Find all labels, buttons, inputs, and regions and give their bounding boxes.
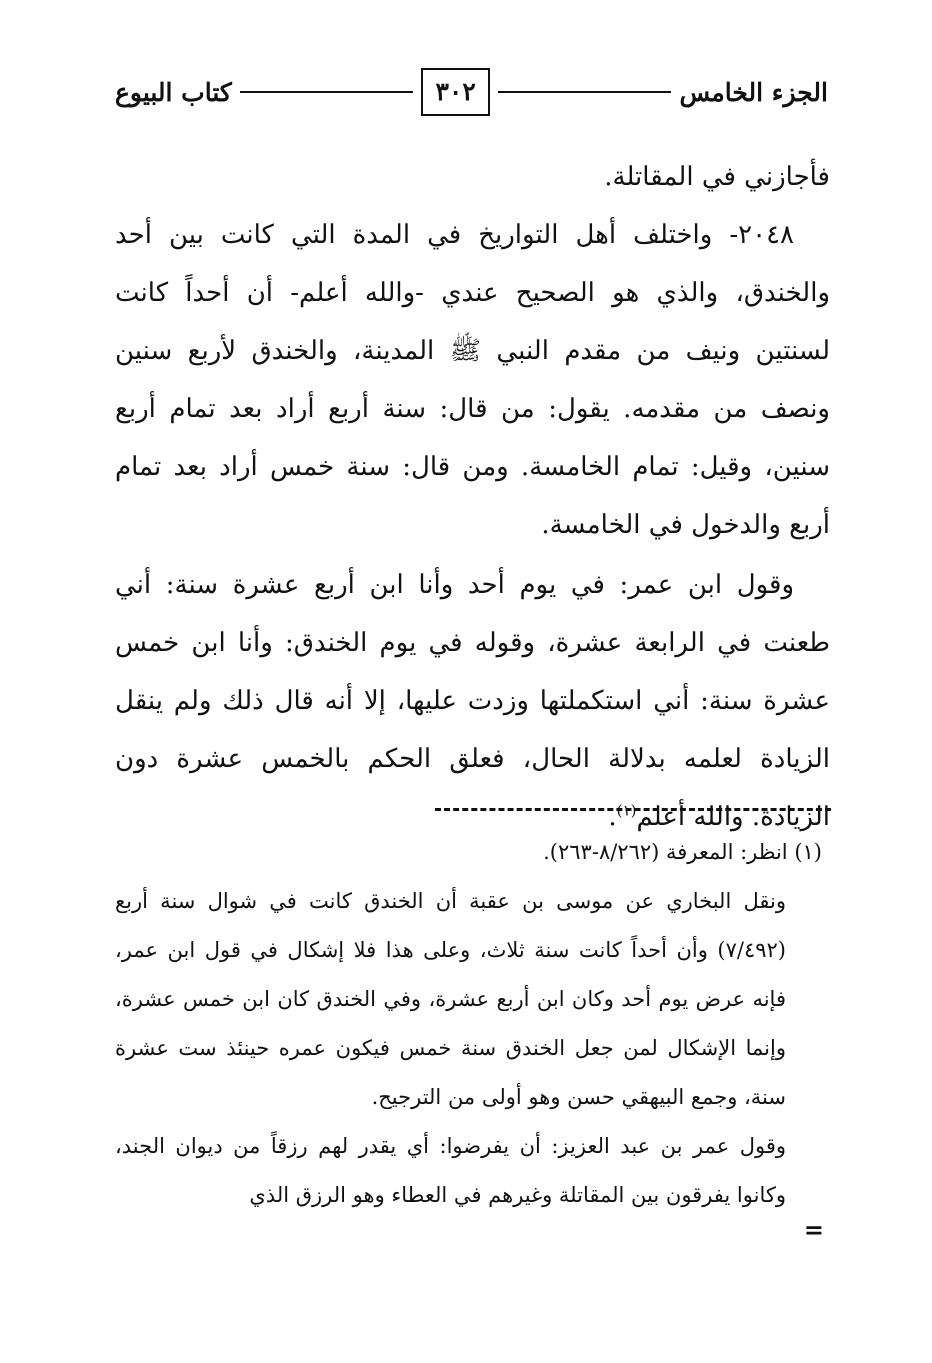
footnote-separator: [435, 808, 831, 811]
part-label: الجزء الخامس: [679, 77, 828, 107]
footnote-body-1: ونقل البخاري عن موسى بن عقبة أن الخندق كانت في شوال سنة أربع (٧/٤٩٢) وأن أحداً كانت سنة ثلاث، وعلى هذا فلا إشكال في قول ابن عمر، فإنه عرض يوم أحد وكان ابن أربع عشرة، وفي الخندق كان ابن خمس عشرة، وإنما الإشكال لمن جعل الخندق سنة خمس فيكون عمره حينئذ ست عشرة سنة، وجمع البيهقي حسن وهو أولى من الترجيح.: [115, 889, 786, 1109]
page-header: [115, 62, 828, 122]
header-rule-right: [498, 91, 672, 93]
footnotes: [115, 828, 828, 1244]
paragraph-ibn-umar-text: وقول ابن عمر: في يوم أحد وأنا ابن أربع عشرة سنة: أني طعنت في الرابعة عشرة، وقوله في يوم الخندق: وأنا ابن خمس عشرة سنة: أني استكملتها وزدت عليها، إلا أنه قال ذلك ولم ينقل الزيادة لعلمه بدلالة الحال، فعلق الحكم بالخمس عشرة دون الزيادة. والله أعلم: [115, 570, 830, 832]
continuation-mark: =: [803, 1215, 824, 1244]
page-number: ٣٠٢: [421, 68, 489, 116]
footnote-reference: (١) انظر: المعرفة (٨/٢٦٢-٢٦٣).: [543, 840, 822, 864]
main-text: [115, 148, 830, 846]
book-title: كتاب البيوع: [114, 77, 232, 107]
header-rule-left: [240, 91, 414, 93]
paragraph-2048: ٢٠٤٨- واختلف أهل التواريخ في المدة التي كانت بين أحد والخندق، والذي هو الصحيح عندي -والله أعلم- أن أحداً كانت لسنتين ونيف من مقدم النبي ﷺ المدينة، والخندق لأربع سنين ونصف من مقدمه. يقول: من قال: سنة أربع أراد بعد تمام أربع سنين، وقيل: تمام الخامسة. ومن قال: سنة خمس أراد بعد تمام أربع والدخول في الخامسة.: [115, 220, 830, 540]
paragraph-end-period: .: [608, 802, 617, 832]
footnote-marker: (١): [616, 801, 637, 820]
paragraph-ibn-umar: [115, 556, 830, 846]
paragraph-1: فأجازني في المقاتلة.: [604, 162, 830, 192]
footnote-body-2: وقول عمر بن عبد العزيز: أن يفرضوا: أي يقدر لهم رزقاً من ديوان الجند، وكانوا يفرقون بين المقاتلة وغيرهم في العطاء وهو الرزق الذي: [115, 1134, 786, 1207]
